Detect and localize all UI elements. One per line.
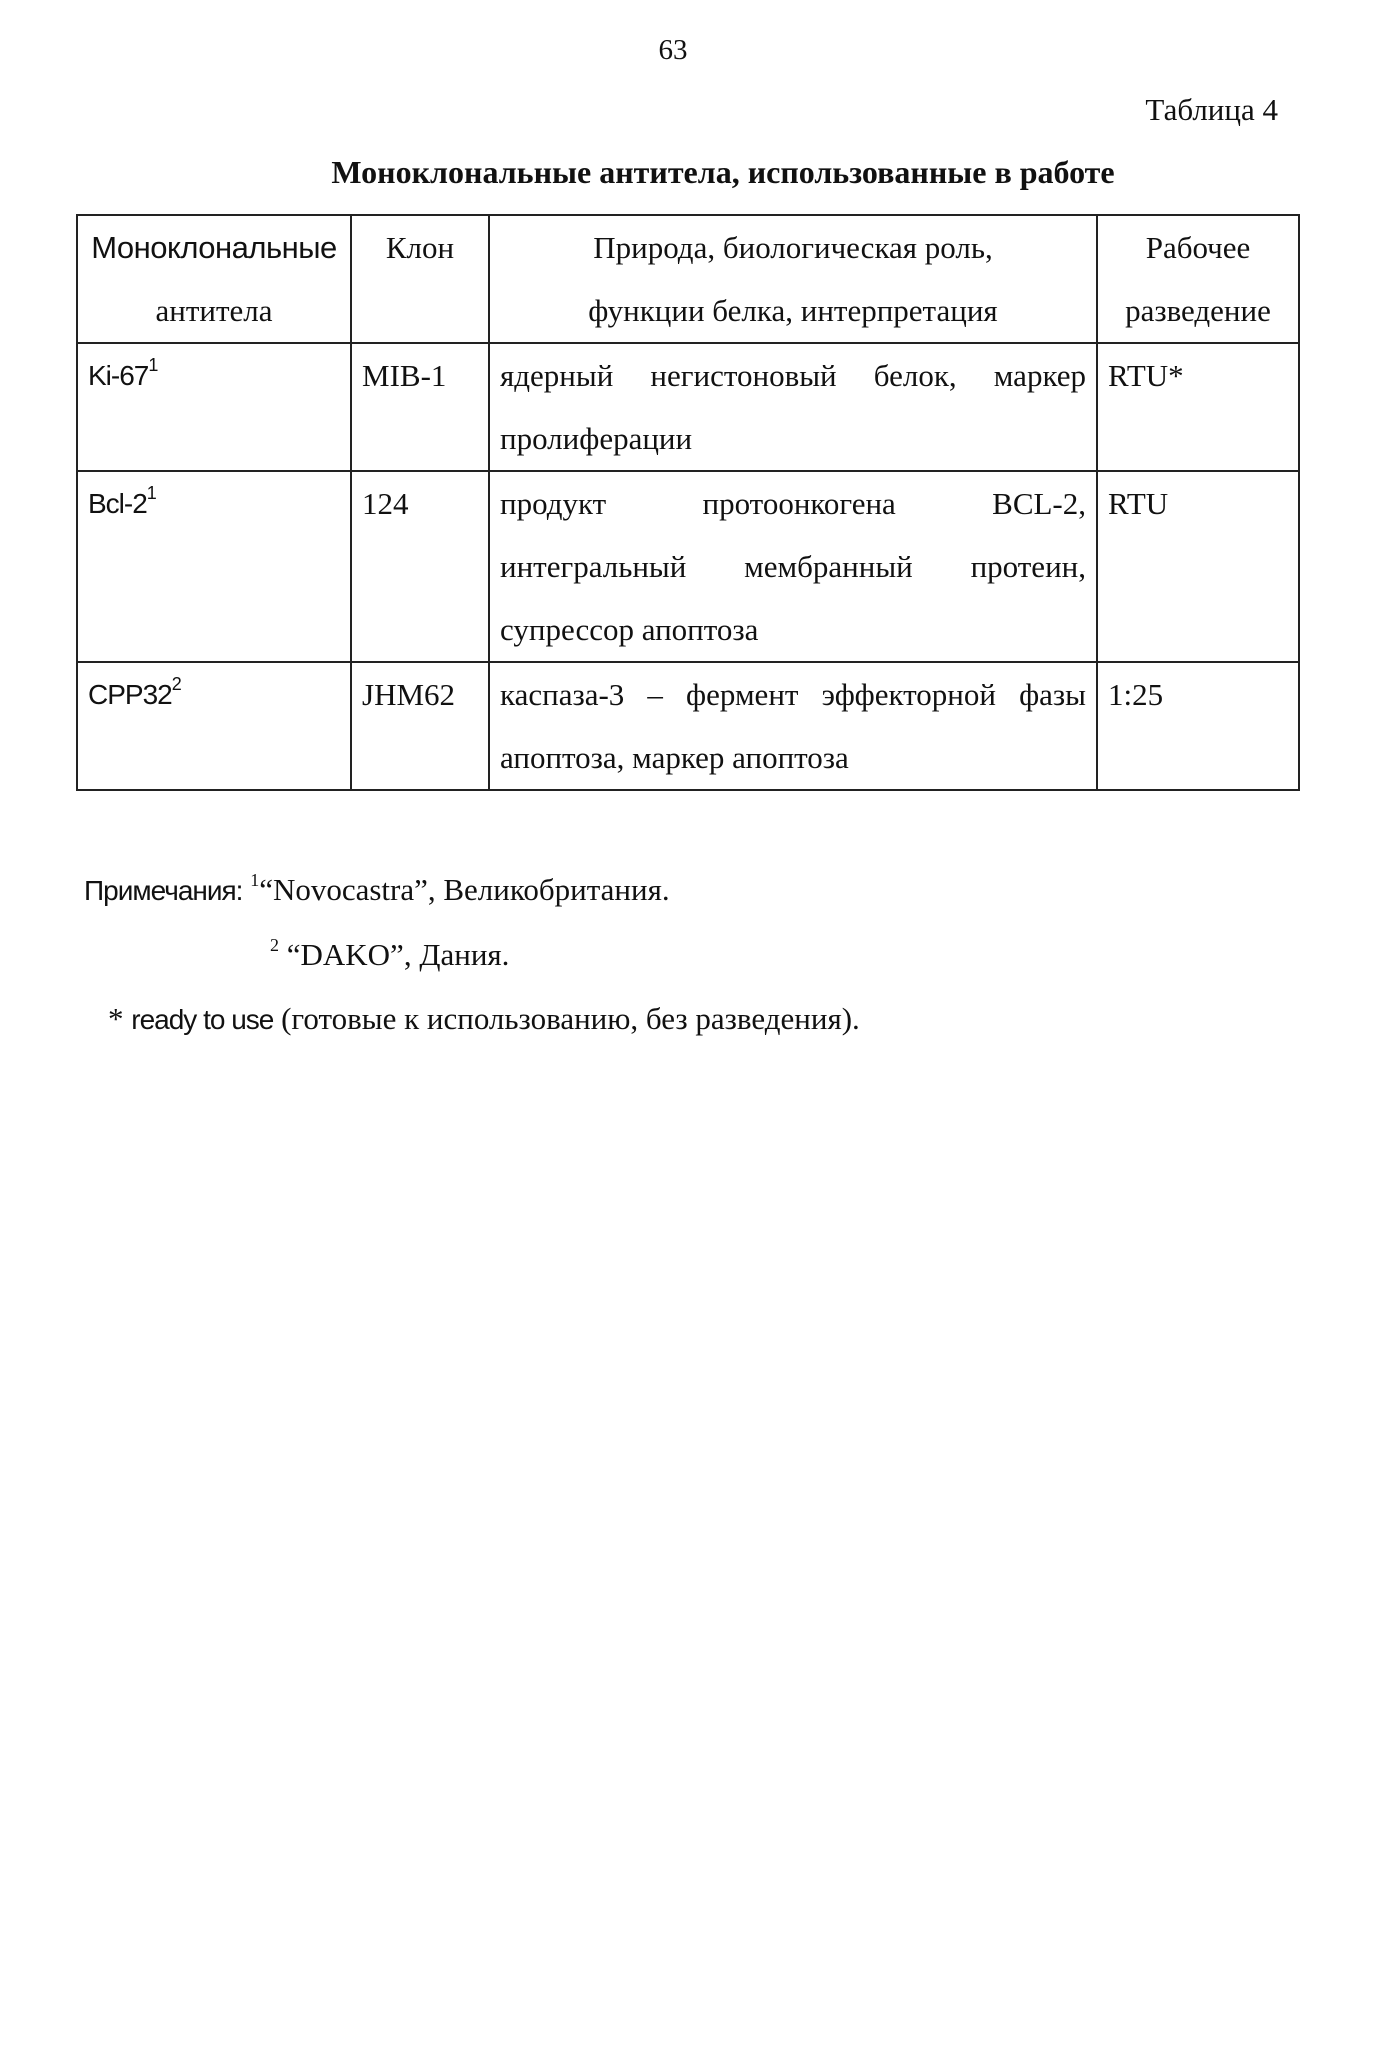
row-clone-cell: 124 xyxy=(351,471,489,662)
table-title: Моноклональные антитела, использованные в работе xyxy=(331,154,1115,190)
row-antibody-name: CPP32 xyxy=(88,679,172,710)
header-antibody-line2: антитела xyxy=(155,293,273,328)
table-row xyxy=(77,471,1299,662)
row-clone-cell: MIB-1 xyxy=(351,343,489,471)
row-antibody-sup: 1 xyxy=(146,483,156,503)
table-row xyxy=(77,662,1299,790)
page-number: 63 xyxy=(658,34,688,66)
note-2-text: “DAKO”, Дания. xyxy=(286,937,510,972)
table-row xyxy=(77,343,1299,471)
header-description xyxy=(489,215,1097,343)
row-clone-cell: JHM62 xyxy=(351,662,489,790)
row-description-cell: ядерный негистоновый белок, маркер пролиферации xyxy=(489,343,1097,471)
header-description-line1: Природа, биологическая роль, xyxy=(593,230,993,265)
table-header-row xyxy=(77,215,1299,343)
row-antibody-name: Ki-67 xyxy=(88,360,149,391)
header-clone xyxy=(351,215,489,343)
row-antibody-sup: 1 xyxy=(148,355,158,375)
row-antibody-cell xyxy=(77,662,351,790)
row-dilution-cell: RTU xyxy=(1097,471,1299,662)
note-2-sup: 2 xyxy=(270,935,279,955)
table-notes xyxy=(84,858,860,1052)
header-clone-label: Клон xyxy=(385,230,455,265)
row-dilution-cell: RTU* xyxy=(1097,343,1299,471)
header-antibody xyxy=(77,215,351,343)
row-antibody-cell xyxy=(77,471,351,662)
header-dilution xyxy=(1097,215,1299,343)
note-1 xyxy=(84,858,860,923)
row-description-cell: каспаза-3 – фермент эффекторной фазы апоптоза, маркер апоптоза xyxy=(489,662,1097,790)
note-1-text: “Novocastra”, Великобритания. xyxy=(259,872,670,907)
row-antibody-name: Bcl-2 xyxy=(88,488,147,519)
antibodies-table xyxy=(76,214,1300,791)
notes-label: Примечания: xyxy=(84,875,243,906)
note-3-text: (готовые к использованию, без разведения). xyxy=(281,1001,860,1036)
note-2 xyxy=(84,923,860,987)
row-antibody-cell xyxy=(77,343,351,471)
header-description-line2: функции белка, интерпретация xyxy=(588,293,998,328)
header-antibody-line1: Моноклональные xyxy=(91,230,337,265)
note-1-sup: 1 xyxy=(250,870,260,890)
row-description-cell: продукт протоонкогена BCL-2, интегральный мембранный протеин, супрессор апоптоза xyxy=(489,471,1097,662)
note-3 xyxy=(84,987,860,1052)
table-number: Таблица 4 xyxy=(1145,92,1278,127)
header-dilution-line2: разведение xyxy=(1125,293,1271,328)
header-dilution-line1: Рабочее xyxy=(1145,230,1251,265)
note-3-english: ready to use xyxy=(131,1004,274,1035)
row-dilution-cell: 1:25 xyxy=(1097,662,1299,790)
note-3-star: * xyxy=(108,1001,124,1036)
row-antibody-sup: 2 xyxy=(171,674,181,694)
